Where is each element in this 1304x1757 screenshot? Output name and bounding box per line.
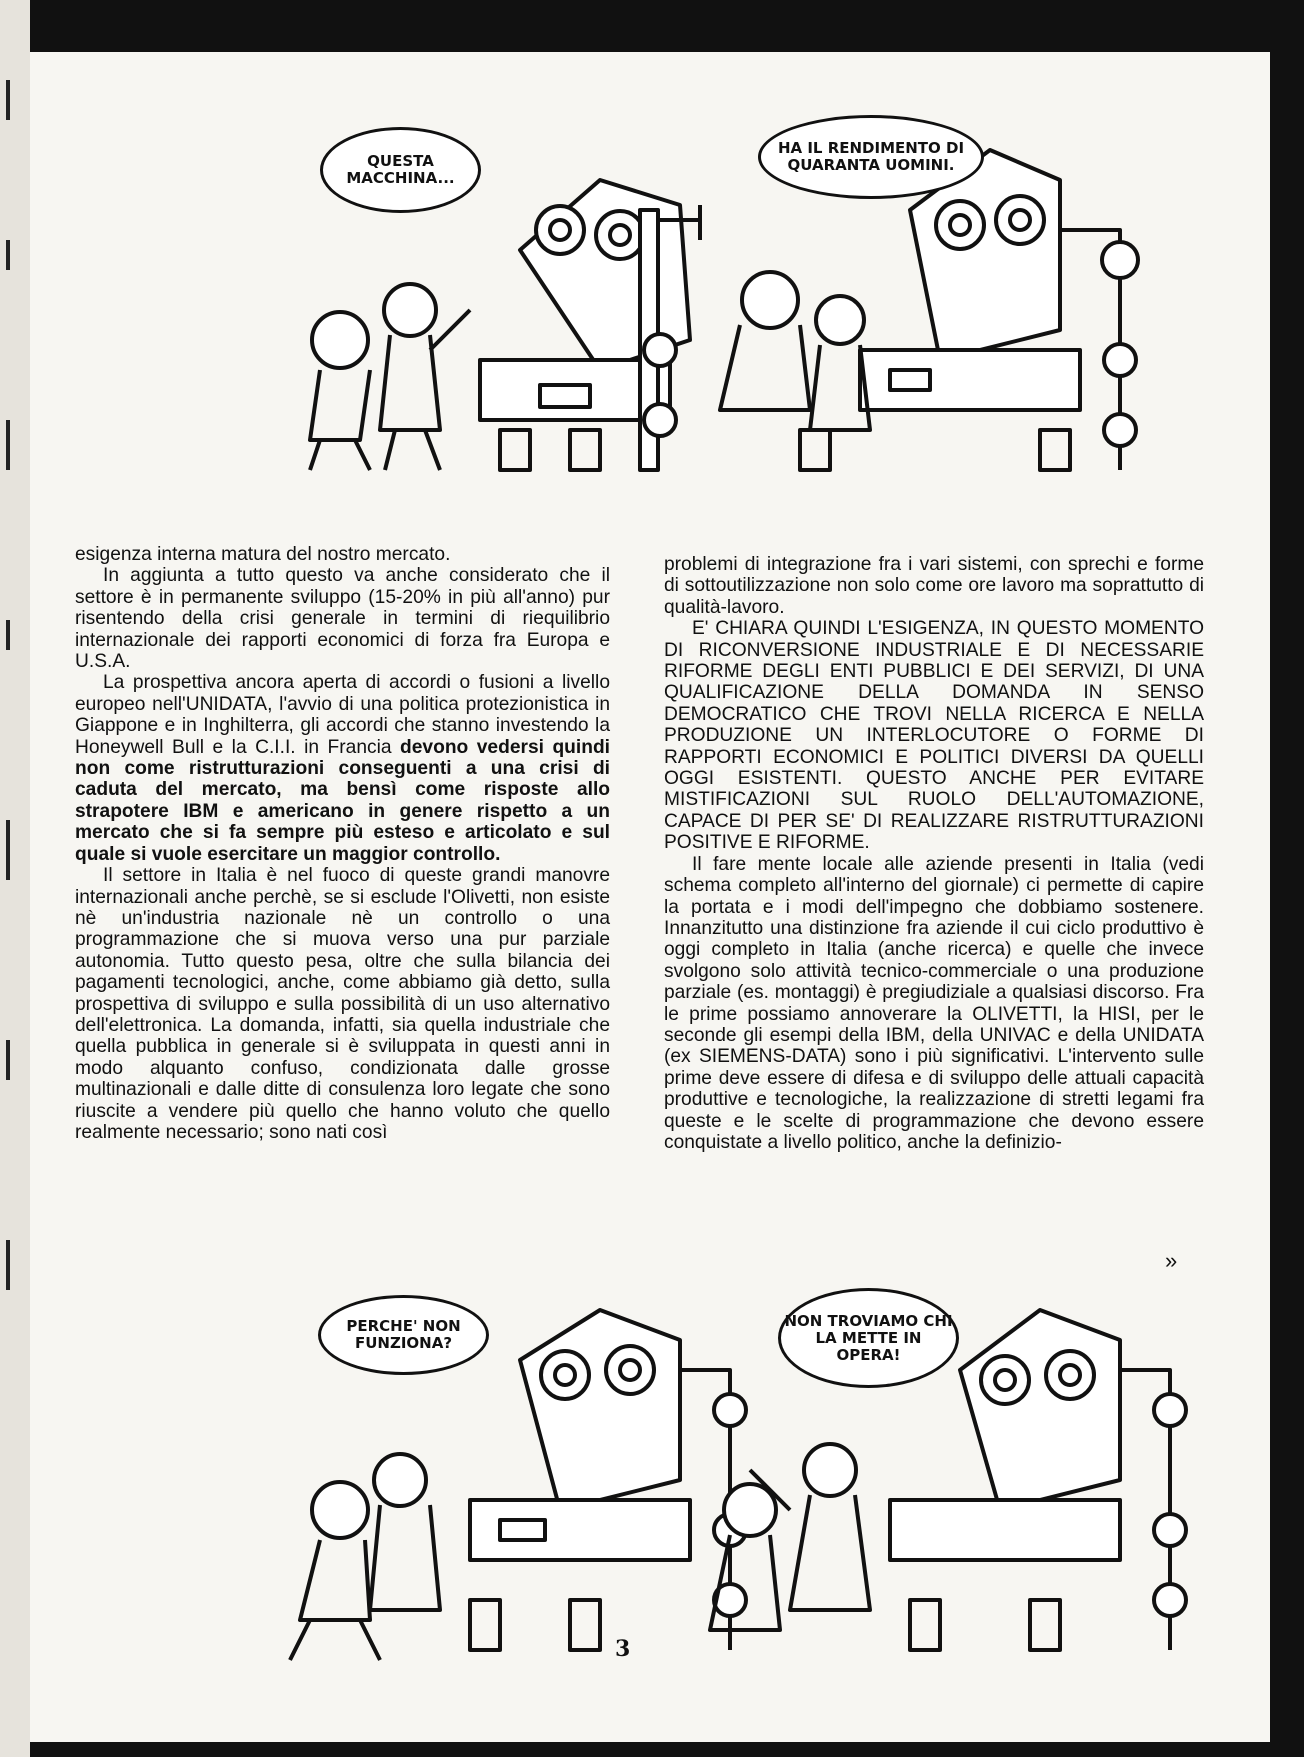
paragraph: esigenza interna matura del nostro mercato.: [75, 544, 451, 565]
speech-bubble-bottom-left: PERCHE' NON FUNZIONA?: [318, 1295, 489, 1375]
speech-bubble-top-left: QUESTA MACCHINA...: [320, 127, 481, 213]
article-right-column: [664, 554, 1204, 1153]
speech-bubble-bottom-right: NON TROVIAMO CHI LA METTE IN OPERA!: [778, 1288, 959, 1388]
article-left-column: [75, 544, 610, 1143]
paragraph: [75, 672, 610, 865]
paragraph: problemi di integrazione fra i vari sistemi, con sprechi e forme di sottoutilizzazione non solo come ore lavoro ma soprattutto di qualità-lavoro.: [664, 554, 1204, 618]
continue-arrow-icon: »: [1165, 1248, 1178, 1273]
speech-bubble-top-right: HA IL RENDIMENTO DI QUARANTA UOMINI.: [758, 115, 984, 199]
paragraph-text: La prospettiva ancora aperta di accordi o fusioni a livello europeo nell'UNIDATA, l'avvio di una politica protezionistica in Giappone e in Inghilterra, gli accordi che stanno investendo la Honeywell Bull e la C.I.I. in Francia: [75, 672, 610, 758]
paragraph: Il fare mente locale alle aziende presenti in Italia (vedi schema completo all'interno del giornale) ci permette di capire la portata e i modi dell'impegno che dobbiamo sostenere. Innanzitutto una distinzione fra aziende il cui ciclo produttivo è oggi completo in Italia (anche ricerca) e quelle che invece svolgono solo attività tecnico-commerciale o una produzione parziale (es. montaggi) è pregiudiziale a qualsiasi discorso. Fra le prime possiamo annoverare la OLIVETTI, la HISI, per le seconde gli esempi della IBM, della UNIVAC e della UNIDATA (ex SIEMENS-DATA) sono i più significativi. L'intervento sulle prime deve essere di difesa e di sviluppo delle attuali capacità produttive e tecnologiche, la realizzazione di stretti legami fra queste e le scelte di programmazione che devono essere conquistate a livello politico, anche la definizio-: [664, 853, 1204, 1153]
paragraph-bold-text: devono vedersi quindi non come ristrutturazioni conseguenti a una crisi di caduta del mercato, ma bensì come risposte allo strapotere IBM e americano in genere rispetto a un mercato che si fa sempre più esteso e articolato e sul quale si vuole esercitare un maggior controllo.: [75, 736, 610, 865]
page-number: 3: [615, 1636, 631, 1662]
paragraph: In aggiunta a tutto questo va anche considerato che il settore è in permanente sviluppo (15-20% in più all'anno) pur risentendo della crisi generale in termini di riequilibrio internazionale dei rapporti economici di forza fra Europa e U.S.A.: [75, 565, 610, 673]
binding-edge: [0, 0, 30, 1757]
paragraph-caps: E' CHIARA QUINDI L'ESIGENZA, IN QUESTO MOMENTO DI RICONVERSIONE INDUSTRIALE E DI NECESSARIE RIFORME DEGLI ENTI PUBBLICI E DEI SERVIZI, DI UNA QUALIFICAZIONE DELLA DOMANDA IN SENSO DEMOCRATICO CHE TROVI NELLA RICERCA E NELLA PRODUZIONE UN INTERLOCUTORE O FORME DI RAPPORTI ECONOMICI E POLITICI DIVERSI DA QUELLI OGGI ESISTENTI. QUESTO ANCHE PER EVITARE MISTIFICAZIONI SUL RUOLO DELL'AUTOMAZIONE, CAPACE DI PER SE' DI REALIZZARE RISTRUTTURAZIONI POSITIVE E RIFORME.: [664, 618, 1204, 854]
paragraph: Il settore in Italia è nel fuoco di queste grandi manovre internazionali anche perchè, se si esclude l'Olivetti, non esiste nè un'industria nazionale nè un controllo o una programmazione che si muova verso una pur parziale autonomia. Tutto questo pesa, oltre che sulla bilancia dei pagamenti tecnologici, anche, come abbiamo già detto, sulla prospettiva di sviluppo e sulla possibilità di un uso alternativo dell'elettronica. La domanda, infatti, sia quella industriale che quella pubblica in generale si è sviluppata in questi anni in modo alquanto confuso, condizionata dalle grosse multinazionali e dalle ditte di consulenza loro legate che sono riuscite a vendere più quello che hanno voluto che quello realmente necessario; sono nati così: [75, 865, 610, 1143]
